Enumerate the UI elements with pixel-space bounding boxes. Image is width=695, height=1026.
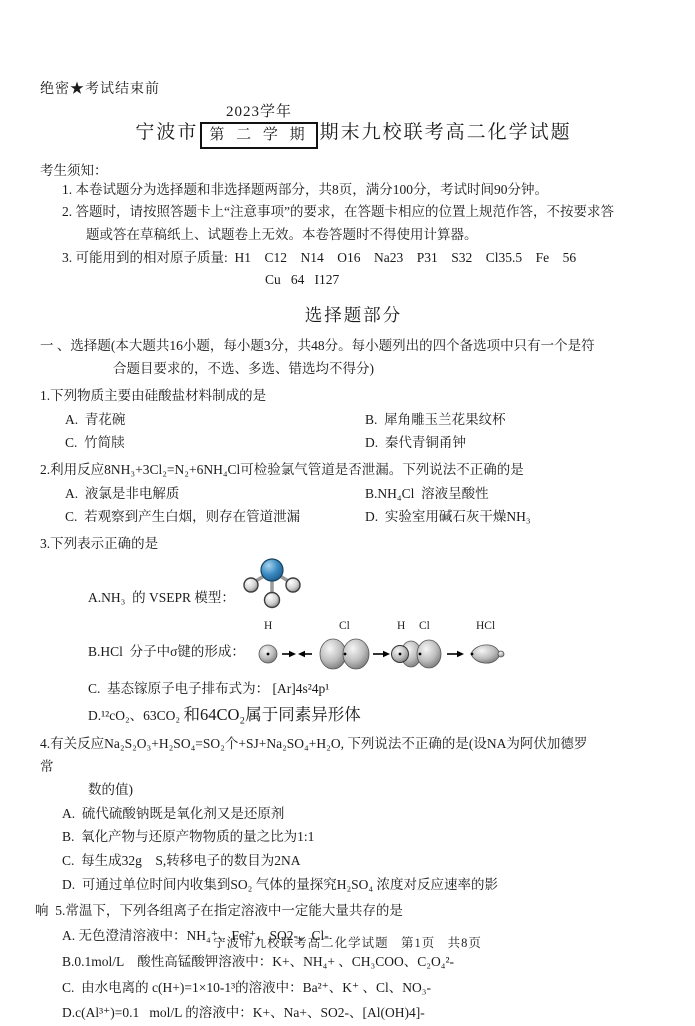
notice-heading: 考生须知： (40, 162, 108, 178)
nh3-vsepr-model-image (241, 554, 303, 612)
q1-option-d: D. 秦代青铜甬钟 (365, 435, 466, 451)
notice-2-line1: 2. 答题时，请按照答题卡上“注意事项”的要求，在答题卡相应的位置上规范作答，不按要求答 (62, 204, 614, 220)
exam-title-prefix: 宁波市 (135, 121, 199, 143)
q2-option-d: D. 实验室用碱石灰干燥NH₃ (365, 509, 531, 525)
q3-option-d (88, 701, 667, 729)
q5-option-d: D.c(Al³⁺)=0.1 mol/L 的溶液中：K+、Na+、SO2-、[Al(OH)4]- (62, 1005, 425, 1021)
q1-option-a: A. 青花碗 (65, 411, 126, 427)
exam-title (40, 104, 667, 149)
term-stack (200, 104, 317, 149)
q2-option-a: A. 液氯是非电解质 (65, 485, 180, 501)
q4-stem-line1: 4.有关反应Na₂S₂O₃+H₂SO₄=SO₂个+SJ+Na₂SO₄+H₂O, 下列说法不正确的是(设NA为阿伏加德罗 (40, 736, 588, 752)
q3-option-b-label: B.HCl 分子中σ键的形成： (88, 644, 245, 660)
exam-title-suffix: 期末九校联考高二化学试题 (319, 121, 572, 143)
q5-stem: 响 5.常温下，下列各组离子在指定溶液中一定能大量共存的是 (35, 903, 403, 919)
notice-2-line2: 题或答在草稿纸上、试题卷上无效。本卷答题时不得使用计算器。 (86, 226, 478, 242)
secrecy-label: 绝密★考试结束前 (40, 82, 160, 97)
q2-option-c: C. 若观察到产生白烟，则存在管道泄漏 (65, 509, 301, 525)
diagram-label-cl2: Cl (418, 620, 430, 633)
q3-stem: 3.下列表示正确的是 (40, 536, 159, 552)
q3-option-d-part2: 和64CO₂属于同素异形体 (183, 704, 361, 724)
exam-year: 2023学年 (225, 104, 292, 120)
section-intro-line2: 合题目要求的，不选、多选、错选均不得分) (113, 360, 374, 376)
question-1 (40, 385, 667, 455)
exam-term-box: 第 二 学 期 (200, 122, 317, 149)
q3-option-c: C. 基态镓原子电子排布式为： [Ar]4s²4p¹ (88, 681, 330, 697)
section-intro-line1: 一 、选择题(本大题共16小题，每小题3分，共48分。每小题列出的四个备选项中只有一个是符 (40, 337, 595, 353)
question-3 (40, 533, 667, 729)
diagram-label-hcl: HCl (475, 620, 496, 633)
q5-option-c: C. 由水电离的 c(H+)=1×10-1³的溶液中：Ba²⁺、K⁺ 、Cl、NO₃- (62, 979, 431, 995)
q4-option-a: A. 硫代硫酸钠既是氧化剂又是还原剂 (62, 805, 285, 821)
hcl-sigma-bond-diagram (251, 616, 509, 678)
notice-1: 1. 本卷试题分为选择题和非选择题两部分，共8页，满分100分，考试时间90分钟。 (62, 181, 548, 197)
q5-option-b: B.0.1mol/L 酸性高锰酸钾溶液中：K+、NH₄+ 、CH₃COO、C₂O₄²- (62, 953, 454, 969)
q4-option-c: C. 每生成32g S,转移电子的数目为2NA (62, 853, 301, 869)
section-intro (40, 335, 667, 381)
notice-3-line1: 3. 可能用到的相对原子质量: H1 C12 N14 O16 Na23 P31 S32 Cl35.5 Fe 56 (62, 249, 577, 265)
diagram-label-h1: H (263, 620, 273, 633)
page-footer: 宁波市九校联考高二化学试题 第1页 共8页 (213, 936, 482, 950)
q4-stem-line3: 数的值) (88, 781, 133, 797)
q4-option-b: B. 氧化产物与还原产物物质的量之比为1:1 (62, 829, 315, 845)
q1-stem: 1.下列物质主要由硅酸盐材料制成的是 (40, 387, 267, 403)
section-heading: 选择题部分 (304, 304, 403, 325)
q1-option-c: C. 竹简牍 (65, 435, 125, 451)
q1-option-b: B. 犀角雕玉兰花果纹杯 (365, 411, 506, 427)
question-4 (40, 733, 667, 896)
diagram-label-cl1: Cl (338, 620, 350, 633)
q2-stem: 2.利用反应8NH₃+3Cl₂=N₂+6NH₄Cl可检验氯气管道是否泄漏。下列说法不正确的是 (40, 461, 524, 477)
q3-option-a-label: A.NH₃ 的 VSEPR 模型： (88, 590, 235, 606)
q5-option-a: A. 无色澄清溶液中：NH₄⁺、Fe²⁺、SO2-、Cl- (62, 928, 329, 944)
q2-option-b: B.NH₄Cl 溶液呈酸性 (365, 485, 489, 501)
q4-option-d: D. 可通过单位时间内收集到SO₂ 气体的量探究H₂SO₄ 浓度对反应速率的影 (62, 876, 499, 892)
question-5 (35, 900, 667, 1026)
q3-option-d-part1: D.¹²cO₂、63CO₂ (88, 707, 184, 723)
question-2 (40, 459, 667, 529)
q4-stem-line2: 常 (40, 758, 54, 774)
diagram-label-h2: H (396, 620, 406, 633)
notice-3-line2: Cu 64 I127 (265, 272, 340, 288)
